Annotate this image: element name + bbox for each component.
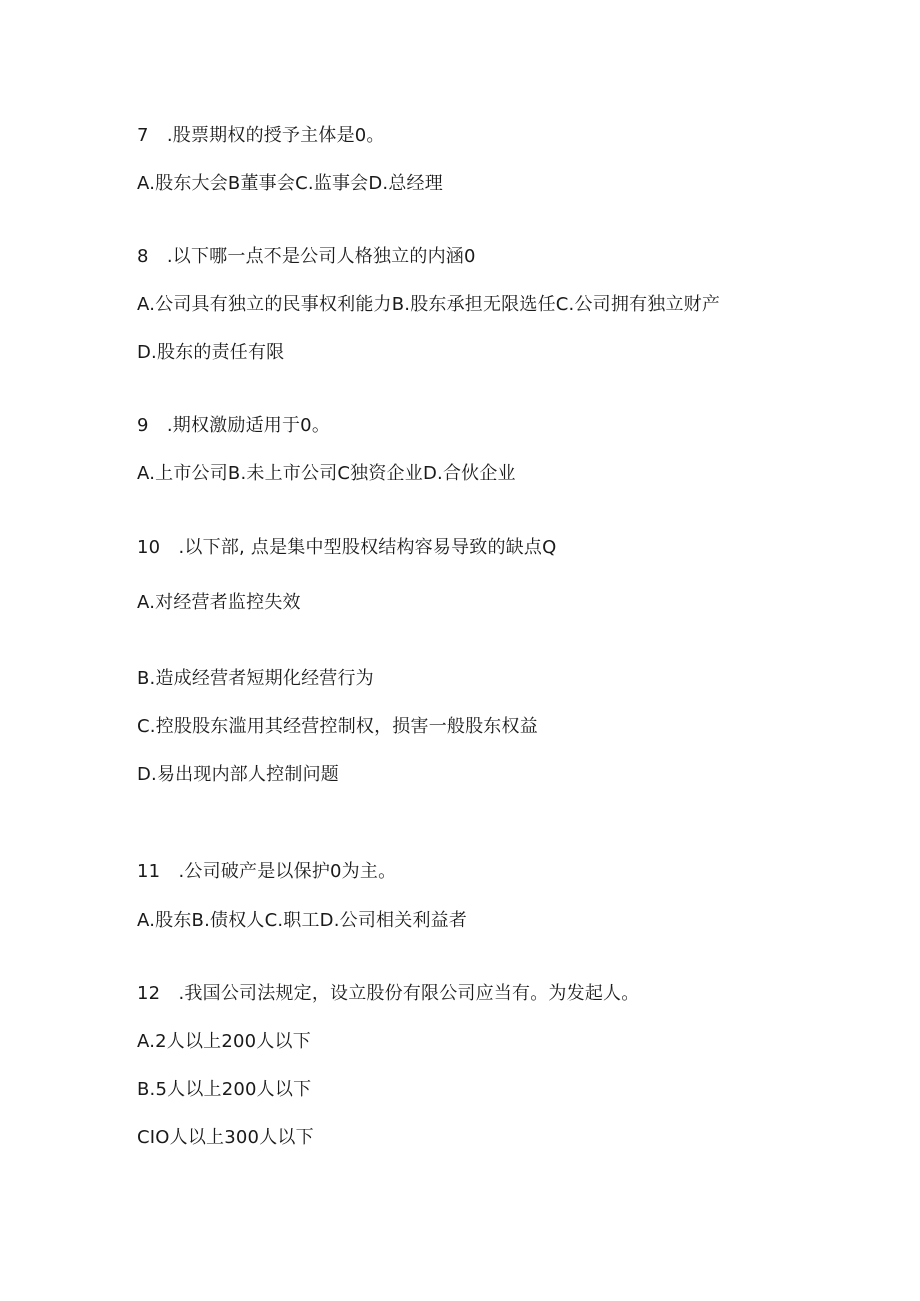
question-11-text: 11 .公司破产是以保护0为主。	[137, 861, 397, 882]
question-7-text: 7 .股票期权的授予主体是0。	[137, 125, 385, 146]
question-10-option-c: C.控股股东滥用其经营控制权，损害一般股东权益	[137, 716, 538, 737]
question-9-text: 9 .期权激励适用于0。	[137, 415, 331, 436]
question-11-options: A.股东B.债权人C.职工D.公司相关利益者	[137, 910, 468, 931]
question-12-option-b: B.5人以上200人以下	[137, 1079, 312, 1100]
question-8-option-d: D.股东的责任有限	[137, 342, 285, 363]
question-10-option-d: D.易出现内部人控制问题	[137, 764, 339, 785]
question-12-option-c: CIO人以上300人以下	[137, 1127, 314, 1148]
question-8-options: A.公司具有独立的民事权利能力B.股东承担无限选任C.公司拥有独立财产	[137, 294, 721, 315]
question-12-text: 12 .我国公司法规定，设立股份有限公司应当有。为发起人。	[137, 983, 640, 1004]
question-10-text: 10 .以下部, 点是集中型股权结构容易导致的缺点Q	[137, 537, 557, 558]
question-9-options: A.上市公司B.未上市公司C独资企业D.合伙企业	[137, 463, 516, 484]
question-10-option-a: A.对经营者监控失效	[137, 592, 301, 613]
question-12-option-a: A.2人以上200人以下	[137, 1031, 311, 1052]
question-10-option-b: B.造成经营者短期化经营行为	[137, 668, 374, 689]
question-7-options: A.股东大会B董事会C.监事会D.总经理	[137, 173, 443, 194]
question-8-text: 8 .以下哪一点不是公司人格独立的内涵0	[137, 246, 476, 267]
